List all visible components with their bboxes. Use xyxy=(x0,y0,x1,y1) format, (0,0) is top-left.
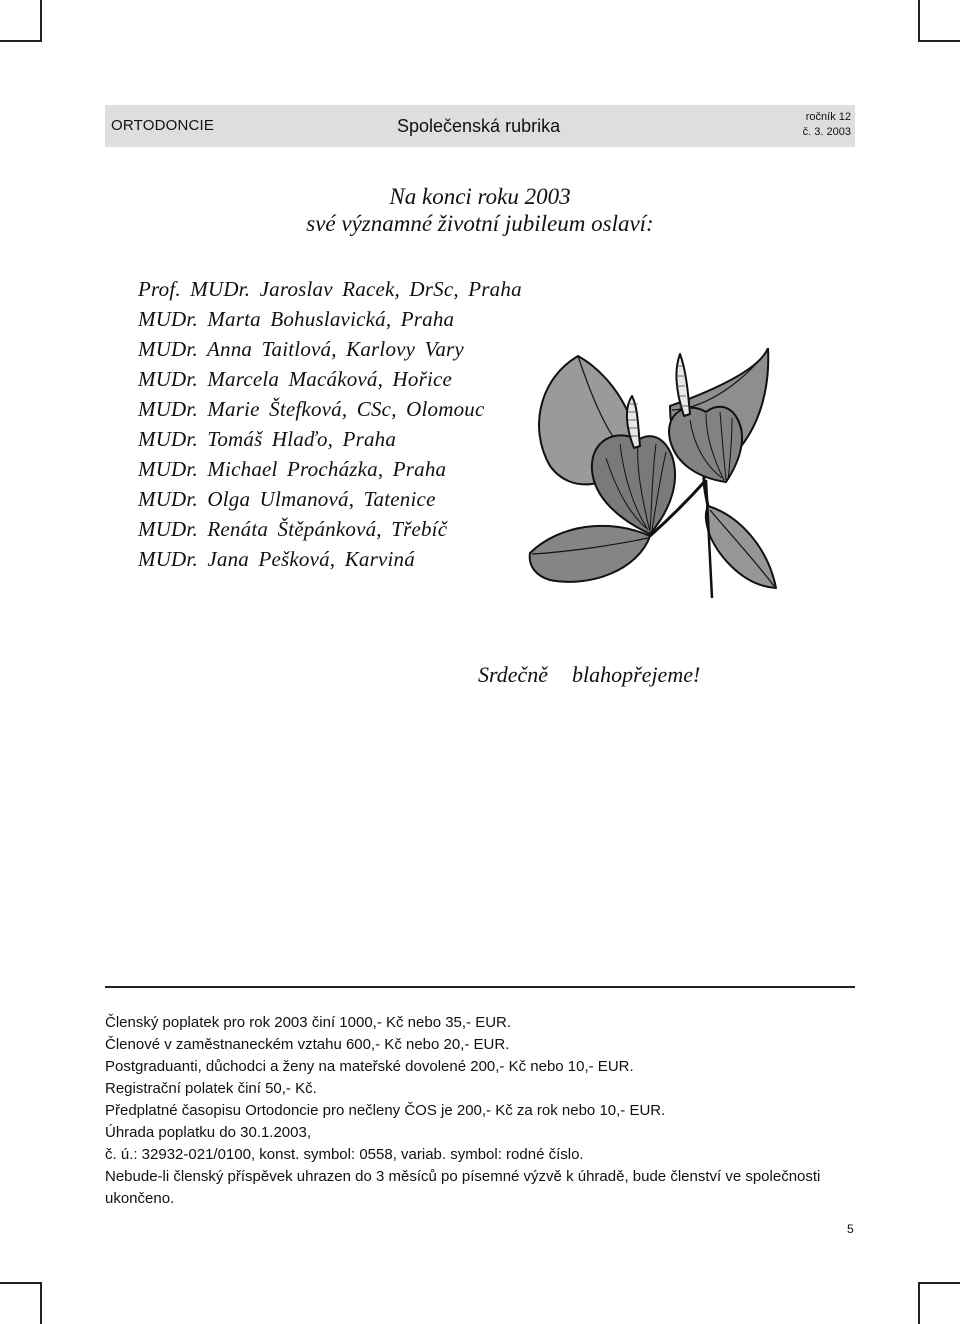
crop-mark xyxy=(918,1282,960,1284)
page-header xyxy=(105,105,855,147)
intro-line-1: Na konci roku 2003 xyxy=(389,184,571,209)
list-item: MUDr. Jana Pešková, Karviná xyxy=(138,547,415,571)
list-item: MUDr. Marcela Macáková, Hořice xyxy=(138,367,453,391)
list-item: MUDr. Michael Procházka, Praha xyxy=(138,457,447,481)
info-line: Nebude-li členský příspěvek uhrazen do 3 měsíců po písemné výzvě k úhradě, bude členství ve společnosti ukončeno. xyxy=(105,1168,821,1207)
info-line: č. ú.: 32932-021/0100, konst. symbol: 0558, variab. symbol: rodné číslo. xyxy=(105,1146,584,1163)
jubilant-list xyxy=(138,274,522,574)
info-line: Předplatné časopisu Ortodoncie pro nečleny ČOS je 200,- Kč za rok nebo 10,- EUR. xyxy=(105,1102,666,1119)
info-line: Členský poplatek pro rok 2003 činí 1000,- Kč nebo 35,- EUR. xyxy=(105,1014,512,1031)
list-item: MUDr. Marie Štefková, CSc, Olomouc xyxy=(138,397,485,421)
intro-line-2: své významné životní jubileum oslaví: xyxy=(306,211,654,236)
volume-label: ročník 12 xyxy=(805,111,851,123)
list-item: MUDr. Renáta Štěpánková, Třebíč xyxy=(138,517,448,541)
list-item: Prof. MUDr. Jaroslav Racek, DrSc, Praha xyxy=(138,277,522,301)
crop-mark xyxy=(40,0,42,42)
list-item: MUDr. Olga Ulmanová, Tatenice xyxy=(138,487,436,511)
crop-mark xyxy=(918,0,920,42)
greeting-word-1: Srdečně xyxy=(478,662,549,687)
crop-mark xyxy=(918,40,960,42)
crop-mark xyxy=(0,40,42,42)
issue-info xyxy=(803,110,851,140)
info-line: Úhrada poplatku do 30.1.2003, xyxy=(105,1124,311,1141)
crop-mark xyxy=(918,1282,920,1324)
info-line: Registrační polatek činí 50,- Kč. xyxy=(105,1080,317,1097)
crop-mark xyxy=(40,1282,42,1324)
issue-label: č. 3. 2003 xyxy=(802,126,851,138)
info-line: Postgraduanti, důchodci a ženy na mateřské dovolené 200,- Kč nebo 10,- EUR. xyxy=(105,1058,634,1075)
section-label: ORTODONCIE xyxy=(111,117,215,134)
page-number: 5 xyxy=(847,1222,854,1236)
list-item: MUDr. Tomáš Hlaďo, Praha xyxy=(138,427,397,451)
list-item: MUDr. Anna Taitlová, Karlovy Vary xyxy=(138,337,464,361)
rubric-title: Společenská rubrika xyxy=(397,116,561,136)
anthurium-flower-icon xyxy=(520,348,780,600)
list-item: MUDr. Marta Bohuslavická, Praha xyxy=(138,307,455,331)
section-divider xyxy=(105,986,855,988)
info-line: Členové v zaměstnaneckém vztahu 600,- Kč nebo 20,- EUR. xyxy=(105,1036,510,1053)
membership-info xyxy=(105,1012,850,1210)
crop-mark xyxy=(0,1282,42,1284)
greeting-word-2: blahopřejeme! xyxy=(572,662,701,687)
